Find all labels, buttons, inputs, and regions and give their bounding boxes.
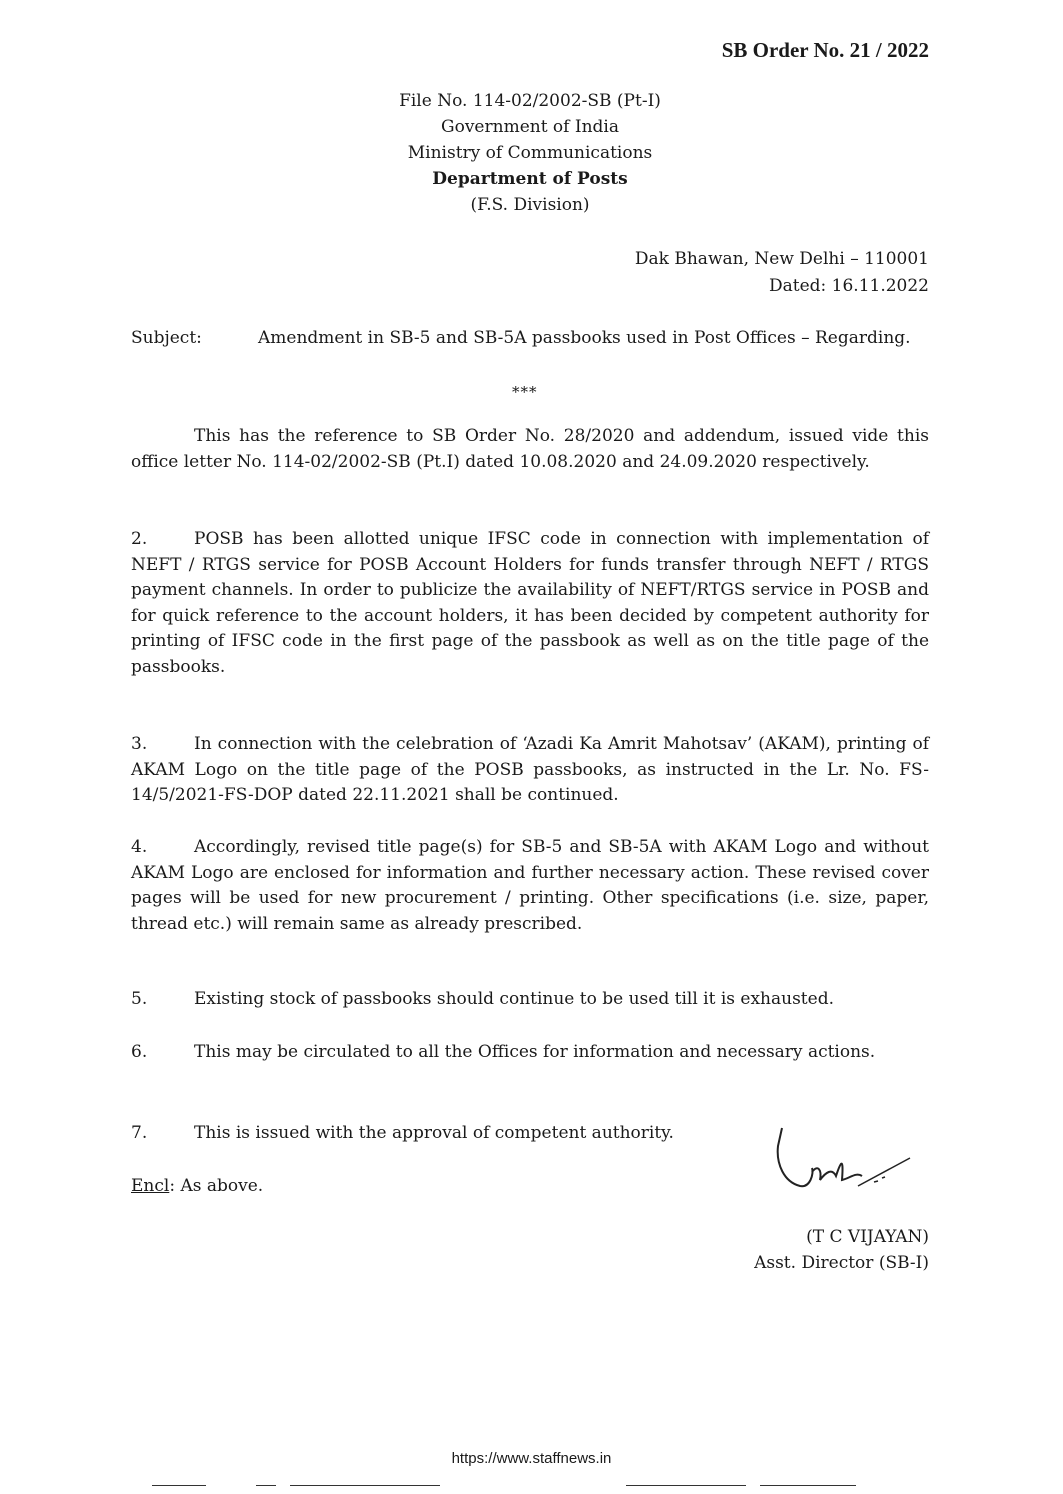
- government-line: Government of India: [441, 117, 619, 137]
- separator: ***: [512, 383, 538, 401]
- place-line: Dak Bhawan, New Delhi – 110001: [634, 249, 929, 269]
- paragraph-number: 5.: [131, 989, 148, 1009]
- paragraph-text: In connection with the celebration of ‘Azadi Ka Amrit Mahotsav’ (AKAM), printing of AKAM Logo on the title page of the POSB passbooks, as instructed in the Lr. No. FS-14/5/2021-FS-DOP dated 22.11.2021 shall be continued.: [131, 734, 929, 806]
- paragraph-3: [131, 732, 929, 809]
- paragraph-text: This may be circulated to all the Offices for information and necessary actions.: [194, 1042, 876, 1062]
- division-line: (F.S. Division): [470, 195, 590, 215]
- footer-rule: [152, 1485, 206, 1486]
- letterhead: [300, 88, 760, 218]
- signer-name: (T C VIJAYAN): [806, 1227, 929, 1247]
- subject-block: [131, 325, 929, 351]
- paragraph-number: 6.: [131, 1042, 148, 1062]
- paragraph-1: This has the reference to SB Order No. 28/2020 and addendum, issued vide this office letter No. 114-02/2002-SB (Pt.I) dated 10.08.2020 and 24.09.2020 respectively.: [131, 426, 929, 472]
- paragraph-number: 4.: [131, 837, 148, 857]
- subject-label: Subject:: [131, 328, 202, 348]
- paragraph-text: Existing stock of passbooks should continue to be used till it is exhausted.: [194, 989, 834, 1009]
- enclosure-text: : As above.: [169, 1176, 264, 1196]
- paragraph-2: [131, 527, 929, 681]
- paragraph-4: [131, 835, 929, 937]
- footer-rule: [256, 1485, 276, 1486]
- enclosure-label: Encl: [131, 1176, 170, 1196]
- file-number: File No. 114-02/2002-SB (Pt-I): [399, 91, 661, 111]
- signer-block: [754, 1224, 929, 1276]
- order-number: SB Order No. 21 / 2022: [721, 38, 929, 62]
- paragraph-number: 3.: [131, 734, 148, 754]
- signer-designation: Asst. Director (SB-I): [754, 1253, 929, 1273]
- department-line: Department of Posts: [432, 169, 628, 189]
- date-line: Dated: 16.11.2022: [768, 276, 929, 296]
- place-date-block: [635, 246, 929, 300]
- footer-rule: [290, 1485, 440, 1486]
- paragraph-5: [131, 987, 929, 1013]
- enclosure-line: [131, 1176, 263, 1196]
- subject-text: Amendment in SB-5 and SB-5A passbooks used in Post Offices – Regarding.: [258, 328, 911, 348]
- paragraph-text: This is issued with the approval of competent authority.: [194, 1123, 674, 1143]
- handwritten-signature: [770, 1124, 930, 1224]
- footer-rule: [760, 1485, 856, 1486]
- footer-rule: [626, 1485, 746, 1486]
- paragraph-number: 7.: [131, 1123, 148, 1143]
- ministry-line: Ministry of Communications: [407, 143, 653, 163]
- footer-url: https://www.staffnews.in: [451, 1450, 612, 1467]
- paragraph-number: 2.: [131, 529, 148, 549]
- paragraph-text: POSB has been allotted unique IFSC code in connection with implementation of NEFT / RTGS service for POSB Account Holders for funds transfer through NEFT / RTGS payment channels. In order to publicize the availability of NEFT/RTGS service in POSB and for quick reference to the account holders, it has been decided by competent authority for printing of IFSC code in the first page of the passbook as well as on the title page of the passbooks.: [131, 529, 929, 677]
- paragraph-6: [131, 1040, 929, 1066]
- paragraph-text: Accordingly, revised title page(s) for SB-5 and SB-5A with AKAM Logo and without AKAM Logo are enclosed for information and further necessary action. These revised cover pages will be used for new procurement / printing. Other specifications (i.e. size, paper, thread etc.) will remain same as already prescribed.: [131, 837, 929, 934]
